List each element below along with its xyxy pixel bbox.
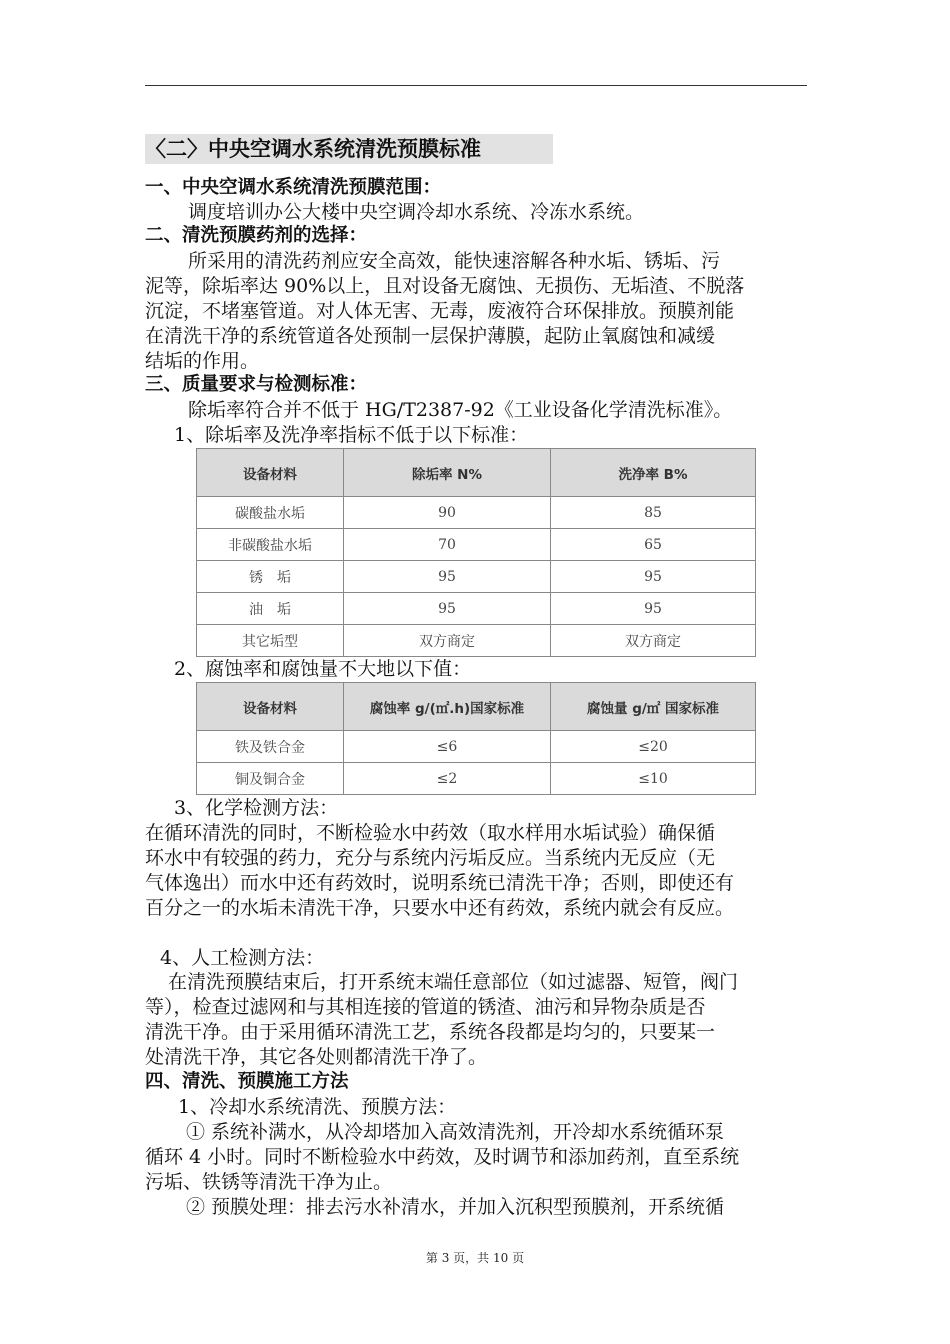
table-cell: 其它垢型: [197, 625, 344, 657]
item-chemical-test: 3、化学检测方法：: [174, 797, 339, 819]
table-cell: ≤10: [551, 763, 756, 795]
table-cell: ≤20: [551, 731, 756, 763]
paragraph-manual-test-line: 等），检查过滤网和与其相连接的管道的锈渣、油污和异物杂质是否: [145, 996, 706, 1018]
table-row: [197, 625, 756, 657]
table-cell: 65: [551, 529, 756, 561]
table-cell: 碳酸盐水垢: [197, 497, 344, 529]
paragraph-chemical-test-line: 百分之一的水垢未清洗干净，只要水中还有药效，系统内就会有反应。: [145, 897, 735, 919]
table-row: [197, 731, 756, 763]
table-row: [197, 593, 756, 625]
paragraph-chemicals-line: 在清洗干净的系统管道各处预制一层保护薄膜，起防止氧腐蚀和减缓: [145, 325, 716, 347]
heading-scope: 一、中央空调水系统清洗预膜范围：: [145, 177, 442, 198]
page-number: 第 3 页，共 10 页: [425, 1251, 525, 1265]
column-header: 设备材料: [197, 449, 344, 497]
table-cell: 85: [551, 497, 756, 529]
table-row: [197, 529, 756, 561]
table-cell: 95: [551, 561, 756, 593]
heading-chemicals: 二、清洗预膜药剂的选择：: [145, 225, 368, 246]
paragraph-cooling-step-line: 循环 4 小时。同时不断检验水中药效，及时调节和添加药剂，直至系统: [145, 1146, 740, 1168]
column-header: 除垢率 N%: [344, 449, 551, 497]
column-header: 腐蚀量 g/㎡ 国家标准: [551, 683, 756, 731]
table-cell: ≤2: [344, 763, 551, 795]
paragraph-cooling-step-line: ① 系统补满水，从冷却塔加入高效清洗剂，开冷却水系统循环泵: [186, 1121, 725, 1143]
table-row: [197, 763, 756, 795]
paragraph-chemicals-line: 泥等，除垢率达 90%以上，且对设备无腐蚀、无损伤、无垢渣、不脱落: [145, 275, 745, 297]
item-descaling-rate: 1、除垢率及洗净率指标不低于以下标准：: [174, 424, 529, 446]
paragraph-manual-test-line: 处清洗干净，其它各处则都清洗干净了。: [145, 1046, 488, 1068]
header-rule: [145, 85, 807, 86]
table-cell: 70: [344, 529, 551, 561]
paragraph-manual-test-line: 清洗干净。由于采用循环清洗工艺，系统各段都是均匀的，只要某一: [145, 1021, 716, 1043]
table-cell: 95: [551, 593, 756, 625]
column-header: 洗净率 B%: [551, 449, 756, 497]
paragraph-chemical-test-line: 在循环清洗的同时，不断检验水中药效（取水样用水垢试验）确保循: [145, 822, 716, 844]
table-row: [197, 561, 756, 593]
table-cell: 铜及铜合金: [197, 763, 344, 795]
paragraph-chemical-test-line: 环水中有较强的药力，充分与系统内污垢反应。当系统内无反应（无: [145, 847, 716, 869]
item-corrosion-rate: 2、腐蚀率和腐蚀量不大地以下值：: [174, 658, 472, 680]
table-cell: 90: [344, 497, 551, 529]
paragraph-cooling-step-line: 污垢、铁锈等清洗干净为止。: [145, 1171, 393, 1193]
table-cell: 铁及铁合金: [197, 731, 344, 763]
table-row: [197, 497, 756, 529]
table-cell: 双方商定: [551, 625, 756, 657]
table-cell: 95: [344, 593, 551, 625]
table-header-row: [197, 449, 756, 497]
paragraph-scope: 调度培训办公大楼中央空调冷却水系统、冷冻水系统。: [188, 201, 645, 223]
descaling-table: [196, 448, 756, 657]
paragraph-chemicals-line: 结垢的作用。: [145, 350, 260, 372]
heading-construction: 四、清洗、预膜施工方法: [145, 1071, 349, 1092]
paragraph-prefilm-step: ② 预膜处理：排去污水补清水，并加入沉积型预膜剂，开系统循: [186, 1196, 725, 1218]
table-cell: 95: [344, 561, 551, 593]
item-manual-test: 4、人工检测方法：: [160, 947, 325, 969]
corrosion-table: [196, 682, 756, 795]
heading-quality: 三、质量要求与检测标准：: [145, 374, 368, 395]
table-header-row: [197, 683, 756, 731]
table-cell: 非碳酸盐水垢: [197, 529, 344, 561]
table-cell: 双方商定: [344, 625, 551, 657]
table-cell: 油 垢: [197, 593, 344, 625]
column-header: 设备材料: [197, 683, 344, 731]
item-cooling-water: 1、冷却水系统清洗、预膜方法：: [178, 1096, 457, 1118]
table-cell: ≤6: [344, 731, 551, 763]
paragraph-quality: 除垢率符合并不低于 HG/T2387-92《工业设备化学清洗标准》。: [188, 399, 733, 421]
paragraph-chemical-test-line: 气体逸出）而水中还有药效时，说明系统已清洗干净；否则，即使还有: [145, 872, 735, 894]
paragraph-chemicals-line: 所采用的清洗药剂应安全高效，能快速溶解各种水垢、锈垢、污: [188, 250, 721, 272]
table-cell: 锈 垢: [197, 561, 344, 593]
paragraph-manual-test-line: 在清洗预膜结束后，打开系统末端任意部位（如过滤器、短管，阀门: [168, 971, 739, 993]
column-header: 腐蚀率 g/(㎡.h)国家标准: [344, 683, 551, 731]
paragraph-chemicals-line: 沉淀，不堵塞管道。对人体无害、无毒，废液符合环保排放。预膜剂能: [145, 300, 735, 322]
section-title: 〈二〉中央空调水系统清洗预膜标准: [145, 134, 553, 164]
